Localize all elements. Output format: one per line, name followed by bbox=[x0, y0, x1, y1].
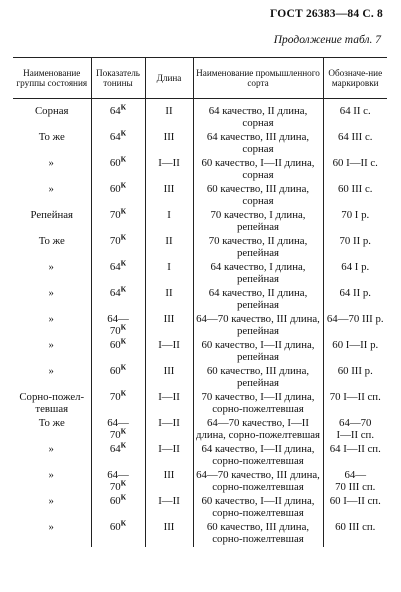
table-row bbox=[13, 287, 387, 313]
cell-group-text: То же bbox=[38, 235, 65, 247]
cell-grade-name bbox=[193, 313, 323, 339]
cell-tone-superscript: К bbox=[120, 478, 127, 488]
cell-marking-text: 60 III р. bbox=[337, 365, 373, 377]
cell-grade-name bbox=[193, 235, 323, 261]
cell-group-text: » bbox=[48, 313, 54, 325]
cell-grade-name bbox=[193, 339, 323, 365]
table-row bbox=[13, 495, 387, 521]
cell-grade-name bbox=[193, 287, 323, 313]
cell-group-text: Сорно-пожел-тевшая bbox=[19, 391, 85, 415]
cell-length: I—II bbox=[145, 339, 193, 365]
cell-grade-name bbox=[193, 183, 323, 209]
cell-tone bbox=[91, 232, 145, 261]
cell-group-text: Сорная bbox=[34, 105, 69, 117]
cell-group bbox=[13, 183, 91, 209]
cell-tone-superscript: К bbox=[120, 388, 127, 398]
cell-marking bbox=[323, 313, 387, 339]
table-row bbox=[13, 469, 387, 495]
table-header-row bbox=[13, 58, 387, 99]
cell-marking-text: 64 III с. bbox=[338, 131, 373, 143]
cell-marking bbox=[323, 521, 387, 547]
wool-grades-table bbox=[13, 57, 387, 547]
cell-tone-superscript: К bbox=[120, 206, 127, 216]
cell-group bbox=[13, 157, 91, 183]
table-row bbox=[13, 261, 387, 287]
cell-group-text: » bbox=[48, 521, 54, 533]
cell-length: II bbox=[145, 287, 193, 313]
cell-grade-name bbox=[193, 157, 323, 183]
cell-marking-text: 64—70 I—II сп. bbox=[336, 417, 375, 441]
cell-tone-value: 60 bbox=[109, 495, 121, 507]
cell-tone-value: 60 bbox=[109, 365, 121, 377]
cell-marking bbox=[323, 495, 387, 521]
cell-tone-superscript: К bbox=[120, 518, 127, 528]
cell-grade-name bbox=[193, 417, 323, 443]
cell-length: I—II bbox=[145, 417, 193, 443]
cell-tone bbox=[91, 336, 145, 365]
cell-tone-superscript: К bbox=[120, 102, 127, 112]
cell-length: I—II bbox=[145, 495, 193, 521]
column-header-length: Длина bbox=[145, 58, 193, 99]
cell-grade-name bbox=[193, 209, 323, 235]
cell-grade-name-text: 64—70 качество, III длина, сорно-пожелтевшая bbox=[196, 469, 320, 493]
cell-marking-text: 64 II р. bbox=[339, 287, 371, 299]
cell-tone-superscript: К bbox=[120, 492, 127, 502]
cell-tone-superscript: К bbox=[120, 336, 127, 346]
table-row bbox=[13, 157, 387, 183]
cell-marking bbox=[323, 391, 387, 417]
cell-group-text: То же bbox=[38, 131, 65, 143]
cell-group bbox=[13, 313, 91, 339]
cell-length: II bbox=[145, 105, 193, 131]
cell-marking-text: 60 III сп. bbox=[335, 521, 376, 533]
cell-grade-name bbox=[193, 131, 323, 157]
cell-length: III bbox=[145, 313, 193, 339]
cell-tone-value: 60 bbox=[109, 339, 121, 351]
table-row bbox=[13, 131, 387, 157]
cell-group bbox=[13, 339, 91, 365]
cell-tone-superscript: К bbox=[120, 128, 127, 138]
cell-tone-superscript: К bbox=[120, 284, 127, 294]
cell-tone bbox=[91, 258, 145, 287]
cell-marking-text: 64—70 III р. bbox=[326, 313, 384, 325]
cell-grade-name-text: 60 качество, I—II длина, сорно-пожелтевшая bbox=[201, 495, 315, 519]
cell-group bbox=[13, 521, 91, 547]
cell-grade-name-text: 70 качество, I—II длина, сорно-пожелтевшая bbox=[201, 391, 315, 415]
cell-marking bbox=[323, 417, 387, 443]
cell-group bbox=[13, 261, 91, 287]
cell-group bbox=[13, 131, 91, 157]
cell-tone-value: 64 bbox=[109, 261, 121, 273]
cell-grade-name-text: 64 качество, I длина, репейная bbox=[210, 261, 306, 285]
cell-tone-value: 60 bbox=[109, 521, 121, 533]
cell-group bbox=[13, 469, 91, 495]
cell-group-text: » bbox=[48, 443, 54, 455]
cell-group-text: Репейная bbox=[30, 209, 74, 221]
cell-marking bbox=[323, 287, 387, 313]
cell-marking bbox=[323, 157, 387, 183]
cell-tone-value: 64— 70 bbox=[107, 417, 129, 441]
cell-grade-name-text: 64 качество, I—II длина, сорно-пожелтевшая bbox=[201, 443, 315, 467]
cell-marking-text: 64 I р. bbox=[341, 261, 370, 273]
cell-tone bbox=[91, 128, 145, 157]
cell-group bbox=[13, 209, 91, 235]
table-row bbox=[13, 313, 387, 339]
cell-tone-value: 64 bbox=[109, 105, 121, 117]
cell-group-text: » bbox=[48, 365, 54, 377]
cell-group-text: » bbox=[48, 157, 54, 169]
cell-tone bbox=[91, 180, 145, 209]
cell-marking-text: 60 I—II р. bbox=[332, 339, 379, 351]
cell-marking bbox=[323, 261, 387, 287]
table-row bbox=[13, 209, 387, 235]
cell-tone bbox=[91, 469, 145, 495]
cell-tone-value: 70 bbox=[109, 391, 121, 403]
cell-tone-value: 70 bbox=[109, 235, 121, 247]
cell-marking bbox=[323, 131, 387, 157]
cell-tone-value: 60 bbox=[109, 183, 121, 195]
cell-length: II bbox=[145, 235, 193, 261]
cell-grade-name bbox=[193, 261, 323, 287]
table-row bbox=[13, 443, 387, 469]
column-header-tone: Показатель тонины bbox=[91, 58, 145, 99]
cell-grade-name bbox=[193, 521, 323, 547]
cell-length: I bbox=[145, 261, 193, 287]
cell-group-text: » bbox=[48, 287, 54, 299]
cell-marking bbox=[323, 183, 387, 209]
table-row bbox=[13, 339, 387, 365]
table-row bbox=[13, 105, 387, 131]
cell-tone bbox=[91, 417, 145, 443]
cell-grade-name-text: 64 качество, III длина, сорная bbox=[206, 131, 310, 155]
cell-tone-value: 64 bbox=[109, 131, 121, 143]
table-row bbox=[13, 391, 387, 417]
cell-group bbox=[13, 391, 91, 417]
cell-group bbox=[13, 365, 91, 391]
cell-marking-text: 70 I р. bbox=[341, 209, 370, 221]
cell-group bbox=[13, 287, 91, 313]
cell-marking-text: 64 II с. bbox=[339, 105, 371, 117]
table-body bbox=[13, 99, 387, 548]
cell-length: III bbox=[145, 469, 193, 495]
cell-group-text: » bbox=[48, 183, 54, 195]
cell-group-text: » bbox=[48, 339, 54, 351]
cell-grade-name-text: 60 качество, III длина, сорно-пожелтевшая bbox=[206, 521, 310, 545]
cell-group bbox=[13, 443, 91, 469]
cell-marking-text: 64 I—II сп. bbox=[329, 443, 381, 455]
cell-group-text: » bbox=[48, 469, 54, 481]
cell-grade-name-text: 64—70 качество, I—II длина, сорно-пожелтевшая bbox=[195, 417, 321, 441]
cell-tone-superscript: К bbox=[120, 258, 127, 268]
cell-group-text: » bbox=[48, 261, 54, 273]
cell-tone bbox=[91, 284, 145, 313]
cell-tone bbox=[91, 313, 145, 339]
cell-length: III bbox=[145, 183, 193, 209]
cell-grade-name-text: 64 качество, II длина, репейная bbox=[208, 287, 308, 311]
cell-group-text: То же bbox=[38, 417, 65, 429]
cell-tone bbox=[91, 362, 145, 391]
cell-marking bbox=[323, 443, 387, 469]
cell-length: I—II bbox=[145, 157, 193, 183]
table-row bbox=[13, 235, 387, 261]
cell-group bbox=[13, 105, 91, 131]
cell-marking bbox=[323, 105, 387, 131]
cell-marking bbox=[323, 469, 387, 495]
cell-grade-name-text: 60 качество, III длина, сорная bbox=[206, 183, 310, 207]
cell-marking-text: 60 I—II с. bbox=[332, 157, 378, 169]
cell-marking-text: 60 I—II сп. bbox=[329, 495, 381, 507]
document-header: ГОСТ 26383—84 С. 8 bbox=[270, 8, 383, 20]
column-header-grade-name: Наименование промышленного сорта bbox=[193, 58, 323, 99]
cell-grade-name-text: 70 качество, I длина, репейная bbox=[210, 209, 306, 233]
cell-tone-superscript: К bbox=[120, 322, 127, 332]
cell-marking bbox=[323, 339, 387, 365]
cell-tone-superscript: К bbox=[120, 180, 127, 190]
cell-tone-value: 70 bbox=[109, 209, 121, 221]
cell-grade-name-text: 64 качество, II длина, сорная bbox=[208, 105, 308, 129]
cell-tone bbox=[91, 492, 145, 521]
cell-marking-text: 64— 70 III сп. bbox=[335, 469, 376, 493]
cell-length: I bbox=[145, 209, 193, 235]
cell-tone-superscript: К bbox=[120, 232, 127, 242]
cell-grade-name-text: 60 качество, I—II длина, репейная bbox=[201, 339, 315, 363]
cell-grade-name bbox=[193, 365, 323, 391]
cell-grade-name bbox=[193, 105, 323, 131]
cell-grade-name-text: 60 качество, III длина, репейная bbox=[206, 365, 310, 389]
cell-tone-superscript: К bbox=[120, 440, 127, 450]
cell-group-text: » bbox=[48, 495, 54, 507]
cell-length: I—II bbox=[145, 391, 193, 417]
cell-group bbox=[13, 235, 91, 261]
cell-tone-value: 64— 70 bbox=[107, 313, 129, 337]
cell-tone-value: 64 bbox=[109, 287, 121, 299]
cell-tone-value: 60 bbox=[109, 157, 121, 169]
cell-tone bbox=[91, 206, 145, 235]
cell-tone bbox=[91, 440, 145, 469]
cell-tone-superscript: К bbox=[120, 154, 127, 164]
cell-tone bbox=[91, 388, 145, 417]
cell-grade-name-text: 60 качество, I—II длина, сорная bbox=[201, 157, 315, 181]
cell-grade-name-text: 70 качество, II длина, репейная bbox=[208, 235, 308, 259]
cell-length: I—II bbox=[145, 443, 193, 469]
column-header-group: Наименование группы состояния bbox=[13, 58, 91, 99]
cell-marking bbox=[323, 365, 387, 391]
table-row bbox=[13, 365, 387, 391]
cell-tone bbox=[91, 518, 145, 547]
table-continuation-caption: Продолжение табл. 7 bbox=[273, 34, 381, 46]
cell-grade-name bbox=[193, 495, 323, 521]
cell-marking-text: 60 III с. bbox=[338, 183, 373, 195]
cell-grade-name-text: 64—70 качество, III длина, репейная bbox=[196, 313, 320, 337]
cell-marking bbox=[323, 209, 387, 235]
cell-marking-text: 70 I—II сп. bbox=[329, 391, 381, 403]
cell-tone-value: 64 bbox=[109, 443, 121, 455]
cell-grade-name bbox=[193, 391, 323, 417]
table-row bbox=[13, 521, 387, 547]
cell-marking bbox=[323, 235, 387, 261]
cell-tone bbox=[91, 154, 145, 183]
cell-group bbox=[13, 417, 91, 443]
column-header-marking: Обозначе-ние маркировки bbox=[323, 58, 387, 99]
table-row bbox=[13, 183, 387, 209]
table-row bbox=[13, 417, 387, 443]
cell-grade-name bbox=[193, 443, 323, 469]
cell-length: III bbox=[145, 131, 193, 157]
cell-length: III bbox=[145, 521, 193, 547]
cell-tone-superscript: К bbox=[120, 426, 127, 436]
cell-group bbox=[13, 495, 91, 521]
cell-length: III bbox=[145, 365, 193, 391]
cell-tone-superscript: К bbox=[120, 362, 127, 372]
cell-tone bbox=[91, 102, 145, 131]
cell-grade-name bbox=[193, 469, 323, 495]
cell-marking-text: 70 II р. bbox=[339, 235, 371, 247]
cell-tone-value: 64— 70 bbox=[107, 469, 129, 493]
